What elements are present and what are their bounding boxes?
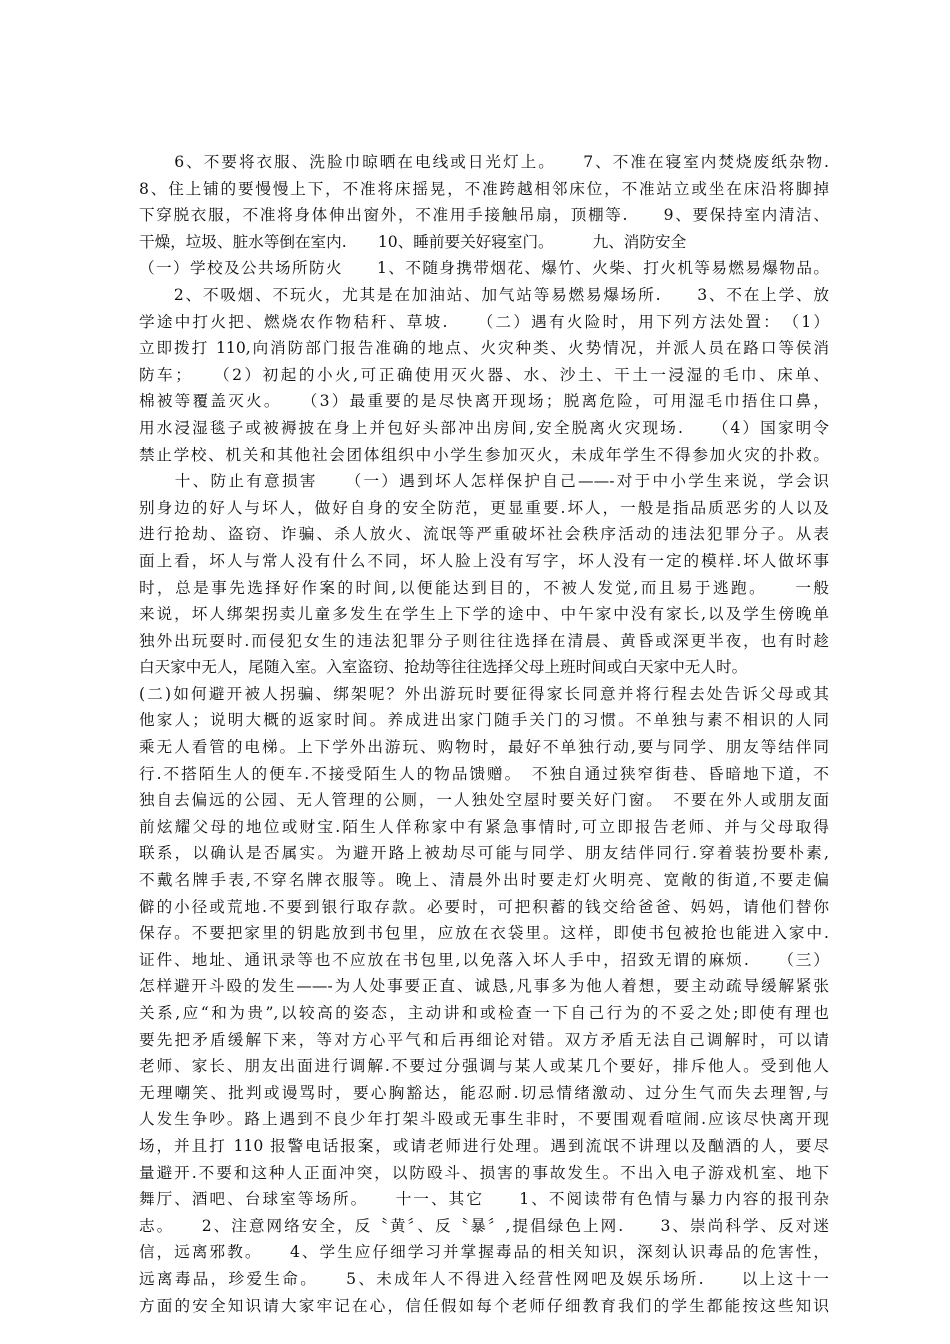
text-line: 白天家中无人，尾随入室。入室盗窃、抢劫等往往选择父母上班时间或白天家中无人时。 (139, 658, 748, 677)
text-line: 2、不吸烟、不玩火，尤其是在加油站、加气站等易燃易爆场所. 3、不在上学、放 (139, 285, 829, 304)
text-line: 要先把矛盾缓解下来，等对方心平气和后再细论对错。双方矛盾无法自己调解时，可以请 (139, 1030, 829, 1049)
text-line: 禁止学校、机关和其他社会团体组织中小学生参加灭火，未成年学生不得参加火灾的扑救。 (139, 445, 829, 464)
text-line: 棉被等覆盖灭火。 （3）最重要的是尽快离开现场；脱离危险，可用湿毛巾捂住口鼻， (139, 392, 829, 411)
text-line: 关系,应“和为贵”,以较高的姿态，主动讲和或检查一下自己行为的不妥之处;即使有理也 (139, 1004, 829, 1022)
text-line: 别身边的好人与坏人，做好自身的安全防范，更显重要.坏人，一般是指品质恶劣的人以及 (139, 498, 829, 517)
text-line: 他家人；说明大概的返家时间。养成进出家门随手关门的习惯。不单独与素不相识的人同 (139, 711, 829, 730)
text-line: 8、住上铺的要慢慢上下，不准将床摇晃，不准跨越相邻床位，不准站立或坐在床沿将脚掉 (139, 179, 829, 198)
text-line: 防车； （2）初起的小火,可正确使用灭火器、水、沙土、干土一浸湿的毛巾、床单、 (139, 365, 829, 384)
text-line: 远离毒品，珍爱生命。 5、未成年人不得进入经营性网吧及娱乐场所. 以上这十一 (139, 1269, 829, 1288)
text-line: 联系，以确认是否属实。为避开路上被劫尽可能与同学、朋友结伴同行.穿着装扮要朴素, (139, 844, 829, 863)
text-line: (二)如何避开被人拐骗、绑架呢？外出游玩时要征得家长同意并将行程去处告诉父母或其 (139, 684, 829, 703)
text-line: 量避开.不要和这种人正面冲突，以防殴斗、损害的事故发生。不出入电子游戏机室、地下 (139, 1163, 829, 1182)
text-line: 人发生争吵。路上遇到不良少年打架斗殴或无事生非时，不要围观看喧闹.应该尽快离开现 (139, 1110, 829, 1129)
text-line: 用水浸湿毯子或被褥披在身上并包好头部冲出房间,安全脱离火灾现场. （4）国家明令 (139, 418, 829, 437)
text-line: 时，总是事先选择好作案的时间,以便能达到目的，不被人发觉,而且易于逃跑。 一般 (139, 578, 829, 597)
text-line: 证件、地址、通讯录等也不应放在书包里,以免落入坏人手中，招致无谓的麻烦. （三） (139, 950, 829, 969)
text-line: 保存。不要把家里的钥匙放到书包里，应放在衣袋里。这样，即使书包被抢也能进入家中. (139, 924, 829, 943)
text-line: 老师、家长、朋友出面进行调解.不要过分强调与某人或某几个要好，排斥他人。受到他人 (139, 1057, 829, 1076)
text-line: 6、不要将衣服、洗脸巾晾晒在电线或日光灯上。 7、不准在寝室内焚烧废纸杂物. (139, 153, 829, 171)
text-line: 十、防止有意损害 （一）遇到坏人怎样保护自己——-对于中小学生来说，学会识 (139, 472, 829, 491)
text-line: 下穿脱衣服，不准将身体伸出窗外，不准用手接触吊扇，顶棚等. 9、要保持室内清洁、 (139, 206, 829, 225)
text-line: 场，并且打 110 报警电话报案，或请老师进行处理。遇到流氓不讲理以及酗酒的人，要尽 (139, 1136, 829, 1155)
text-line: 来说，坏人绑架拐卖儿童多发生在学生上下学的途中、中午家中没有家长,以及学生傍晚单 (139, 605, 829, 624)
text-line: 舞厅、酒吧、台球室等场所。 十一、其它 1、不阅读带有色情与暴力内容的报刊杂 (139, 1190, 829, 1209)
text-line: 志。 2、注意网络安全，反〝黄〞、反〝暴〞,提倡绿色上网. 3、崇尚科学、反对迷 (139, 1216, 829, 1235)
text-line: 不戴名牌手表,不穿名牌衣服等。晚上、清晨外出时要走灯火明亮、宽敞的街道,不要走偏 (139, 871, 829, 890)
text-line: 乘无人看管的电梯。上下学外出游玩、购物时，最好不单独行动,要与同学、朋友等结伴同 (139, 738, 829, 757)
text-line: 学途中打火把、燃烧农作物秸秆、草坡. （二）遇有火险时，用下列方法处置： （1） (139, 312, 829, 331)
text-line: 行.不搭陌生人的便车.不接受陌生人的物品馈赠。 不独自通过狭窄街巷、昏暗地下道，不 (139, 764, 829, 783)
text-line: 进行抢劫、盗窃、诈骗、杀人放火、流氓等严重破坏社会秩序活动的违法犯罪分子。从表 (139, 525, 829, 544)
text-line: 独自去偏远的公园、无人管理的公厕，一人独处空屋时要关好门窗。 不要在外人或朋友面 (139, 791, 829, 810)
text-line: 方面的安全知识请大家牢记在心，信任假如每个老师仔细教育我们的学生都能按这些知识 (139, 1296, 829, 1315)
text-line: 信，远离邪教。 4、学生应仔细学习并掌握毒品的相关知识，深刻认识毒品的危害性， (139, 1243, 829, 1262)
text-line: （一）学校及公共场所防火 1、不随身携带烟花、爆竹、火柴、打火机等易燃易爆物品。 (139, 259, 829, 278)
text-line: 前炫耀父母的地位或财宝.陌生人佯称家中有紧急事情时,可立即报告老师、并与父母取得 (139, 817, 829, 836)
body-text (139, 149, 829, 1319)
text-line: 怎样避开斗殴的发生——-为人处事要正直、诚恳,凡事多为他人着想，要主动疏导缓解紧张 (139, 977, 829, 996)
text-line: 僻的小径或荒地.不要到银行取存款。必要时，可把积蓄的钱交给爸爸、妈妈，请他们替你 (139, 897, 829, 916)
text-line: 干燥，垃圾、脏水等倒在室内. 10、睡前要关好寝室门。 九、消防安全 (139, 232, 687, 251)
text-line: 无理嘲笑、批判或谩骂时，要心胸豁达，能忍耐.切忌情绪激动、过分生气而失去理智,与 (139, 1083, 829, 1102)
text-line: 面上看，坏人与常人没有什么不同，坏人脸上没有写字，坏人没有一定的模样.坏人做坏事 (139, 551, 829, 570)
text-line: 独外出玩耍时.而侵犯女生的违法犯罪分子则往往选择在清晨、黄昏或深更半夜，也有时趁 (139, 631, 829, 650)
text-line: 立即拨打 110,向消防部门报告准确的地点、火灾种类、火势情况，并派人员在路口等侯消 (139, 339, 829, 358)
